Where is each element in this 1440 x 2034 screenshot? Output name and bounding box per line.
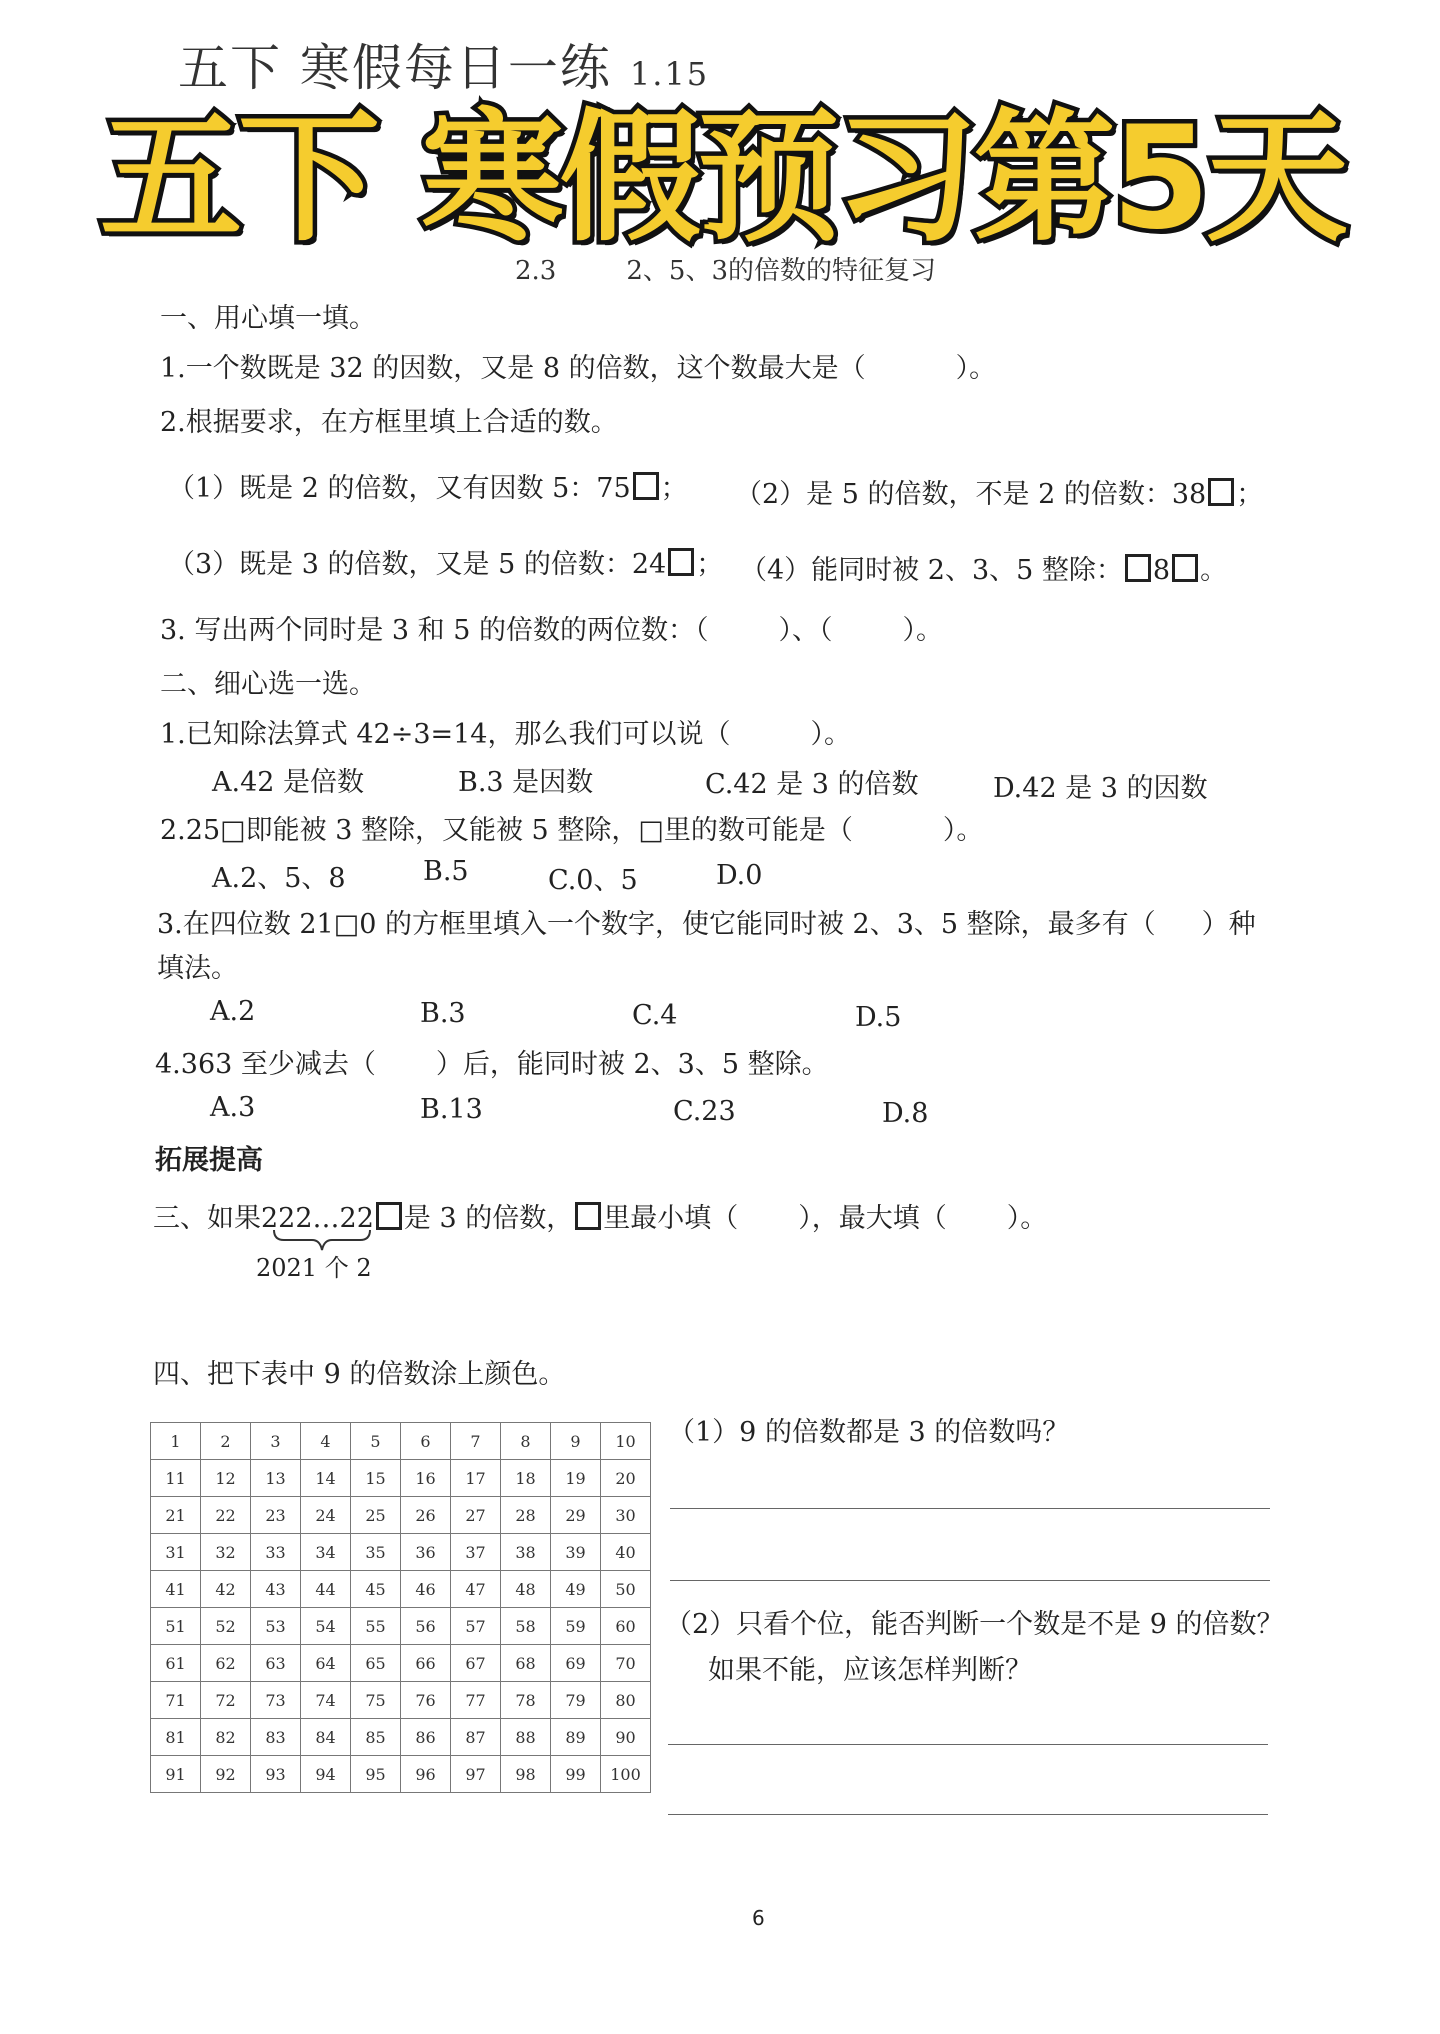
grid-cell[interactable]: 79 <box>551 1682 601 1719</box>
grid-cell[interactable]: 18 <box>501 1460 551 1497</box>
option: C.23 <box>673 1096 736 1127</box>
grid-cell[interactable]: 15 <box>351 1460 401 1497</box>
option: B.3 <box>420 998 466 1029</box>
grid-cell[interactable]: 51 <box>151 1608 201 1645</box>
grid-cell[interactable]: 11 <box>151 1460 201 1497</box>
grid-cell[interactable]: 65 <box>351 1645 401 1682</box>
grid-cell[interactable]: 77 <box>451 1682 501 1719</box>
grid-cell[interactable]: 34 <box>301 1534 351 1571</box>
q1-end: ）。 <box>810 719 851 750</box>
banner-title: 五下 寒假预习第5天 <box>100 96 1345 261</box>
option: A.42 是倍数 <box>212 767 365 798</box>
grid-cell[interactable]: 45 <box>351 1571 401 1608</box>
grid-cell[interactable]: 74 <box>301 1682 351 1719</box>
extension-heading: 拓展提高 <box>155 1145 263 1176</box>
grid-row <box>151 1756 651 1793</box>
grid-cell[interactable]: 64 <box>301 1645 351 1682</box>
grid-cell[interactable]: 100 <box>601 1756 651 1793</box>
grid-cell[interactable]: 91 <box>151 1756 201 1793</box>
q4-end: ）后，能同时被 2、3、5 整除。 <box>435 1049 829 1080</box>
answer-line[interactable] <box>670 1580 1270 1581</box>
grid-cell[interactable]: 4 <box>301 1423 351 1460</box>
grid-cell[interactable]: 73 <box>251 1682 301 1719</box>
grid-row <box>151 1608 651 1645</box>
option: D.5 <box>855 1002 902 1033</box>
option: C.42 是 3 的倍数 <box>705 769 919 800</box>
grid-cell[interactable]: 90 <box>601 1719 651 1756</box>
part2-question-2 <box>160 808 983 847</box>
grid-cell[interactable]: 17 <box>451 1460 501 1497</box>
part2-question-3-line2: 填法。 <box>157 953 238 984</box>
grid-cell[interactable]: 54 <box>301 1608 351 1645</box>
q2-4-text: （4）能同时被 2、3、5 整除： <box>740 555 1123 586</box>
grid-cell[interactable]: 87 <box>451 1719 501 1756</box>
grid-row <box>151 1571 651 1608</box>
grid-cell[interactable]: 5 <box>351 1423 401 1460</box>
grid-cell[interactable]: 78 <box>501 1682 551 1719</box>
fill-box[interactable] <box>1125 554 1151 582</box>
part1-heading: 一、用心填一填。 <box>160 303 376 334</box>
grid-cell[interactable]: 96 <box>401 1756 451 1793</box>
answer-line[interactable] <box>668 1814 1268 1815</box>
grid-cell[interactable]: 22 <box>201 1497 251 1534</box>
q3-text: 3. 写出两个同时是 3 和 5 的倍数的两位数：（ <box>160 615 709 646</box>
grid-cell[interactable]: 13 <box>251 1460 301 1497</box>
part1-q2-item-2 <box>735 472 1263 511</box>
grid-cell[interactable]: 23 <box>251 1497 301 1534</box>
grid-cell[interactable]: 72 <box>201 1682 251 1719</box>
part4-heading: 四、把下表中 9 的倍数涂上颜色。 <box>153 1359 566 1390</box>
grid-cell[interactable]: 38 <box>501 1534 551 1571</box>
grid-cell[interactable]: 12 <box>201 1460 251 1497</box>
grid-cell[interactable]: 71 <box>151 1682 201 1719</box>
grid-cell[interactable]: 40 <box>601 1534 651 1571</box>
number-grid <box>150 1422 651 1793</box>
ext-mid2: 里最小填（ <box>603 1203 739 1234</box>
q3-text: 3.在四位数 21□0 的方框里填入一个数字，使它能同时被 2、3、5 整除，最多有（ <box>157 909 1156 940</box>
ext-mid3: ），最大填（ <box>798 1203 947 1234</box>
part1-question-2: 2.根据要求，在方框里填上合适的数。 <box>160 407 618 438</box>
grid-cell[interactable]: 36 <box>401 1534 451 1571</box>
grid-cell[interactable]: 60 <box>601 1608 651 1645</box>
q1-end: ）。 <box>955 353 997 384</box>
grid-cell[interactable]: 3 <box>251 1423 301 1460</box>
part1-question-1 <box>160 346 996 385</box>
semicolon: ； <box>1236 479 1264 510</box>
grid-cell[interactable]: 2 <box>201 1423 251 1460</box>
fill-box[interactable] <box>376 1202 402 1230</box>
grid-cell[interactable]: 28 <box>501 1497 551 1534</box>
grid-cell[interactable]: 57 <box>451 1608 501 1645</box>
worksheet-small-title <box>178 28 709 100</box>
period: 。 <box>1200 555 1228 586</box>
grid-row <box>151 1497 651 1534</box>
option: D.0 <box>716 860 763 891</box>
grid-cell[interactable]: 62 <box>201 1645 251 1682</box>
grid-cell[interactable]: 24 <box>301 1497 351 1534</box>
option: C.0、5 <box>548 865 638 896</box>
worksheet-date: 1.15 <box>629 55 710 93</box>
answer-line[interactable] <box>668 1744 1268 1745</box>
grid-cell[interactable]: 82 <box>201 1719 251 1756</box>
grid-cell[interactable]: 43 <box>251 1571 301 1608</box>
grid-cell[interactable]: 66 <box>401 1645 451 1682</box>
grid-row <box>151 1645 651 1682</box>
q2-end: ）。 <box>942 815 984 846</box>
grid-cell[interactable]: 20 <box>601 1460 651 1497</box>
sub-title-text: 2、5、3的倍数的特征复习 <box>626 256 936 286</box>
grid-cell[interactable]: 25 <box>351 1497 401 1534</box>
grid-cell[interactable]: 6 <box>401 1423 451 1460</box>
sub-section-number: 2.3 <box>515 256 557 286</box>
brace-label: 2021 个 2 <box>256 1254 372 1282</box>
grid-cell[interactable]: 26 <box>401 1497 451 1534</box>
ext-mid: 是 3 的倍数， <box>403 1203 574 1234</box>
grid-cell[interactable]: 46 <box>401 1571 451 1608</box>
grid-cell[interactable]: 55 <box>351 1608 401 1645</box>
grid-cell[interactable]: 92 <box>201 1756 251 1793</box>
grid-cell[interactable]: 89 <box>551 1719 601 1756</box>
grid-cell[interactable]: 58 <box>501 1608 551 1645</box>
q3-end: ）种 <box>1201 909 1256 940</box>
grid-cell[interactable]: 44 <box>301 1571 351 1608</box>
grid-cell[interactable]: 61 <box>151 1645 201 1682</box>
grid-cell[interactable]: 97 <box>451 1756 501 1793</box>
grid-cell[interactable]: 9 <box>551 1423 601 1460</box>
q1-text: 1.已知除法算式 42÷3=14，那么我们可以说（ <box>160 719 731 750</box>
grid-cell[interactable]: 30 <box>601 1497 651 1534</box>
grid-cell[interactable]: 99 <box>551 1756 601 1793</box>
grid-cell[interactable]: 10 <box>601 1423 651 1460</box>
part2-heading: 二、细心选一选。 <box>160 669 376 700</box>
semicolon: ； <box>696 549 724 580</box>
grid-cell[interactable]: 68 <box>501 1645 551 1682</box>
option: A.3 <box>210 1092 256 1123</box>
grid-cell[interactable]: 48 <box>501 1571 551 1608</box>
option: B.13 <box>420 1094 483 1125</box>
option: A.2 <box>210 996 256 1027</box>
option: D.42 是 3 的因数 <box>993 773 1208 804</box>
grid-cell[interactable]: 95 <box>351 1756 401 1793</box>
ext-prefix: 三、如果 <box>153 1203 261 1234</box>
part4-question-2: （2）只看个位，能否判断一个数是不是 9 的倍数？ <box>665 1609 1284 1640</box>
grid-cell[interactable]: 1 <box>151 1423 201 1460</box>
grid-cell[interactable]: 32 <box>201 1534 251 1571</box>
grid-cell[interactable]: 63 <box>251 1645 301 1682</box>
grid-cell[interactable]: 31 <box>151 1534 201 1571</box>
grid-cell[interactable]: 47 <box>451 1571 501 1608</box>
grid-cell[interactable]: 67 <box>451 1645 501 1682</box>
grid-cell[interactable]: 16 <box>401 1460 451 1497</box>
grid-cell[interactable]: 37 <box>451 1534 501 1571</box>
q1-text: 1.一个数既是 32 的因数，又是 8 的倍数，这个数最大是（ <box>160 353 866 384</box>
part1-q2-item-1 <box>168 466 688 505</box>
ext-number: 222…22 <box>261 1203 374 1234</box>
small-title-text: 五下 寒假每日一练 <box>178 39 612 97</box>
grid-cell[interactable]: 76 <box>401 1682 451 1719</box>
semicolon: ； <box>660 473 688 504</box>
part2-question-3 <box>157 902 1256 941</box>
part4-question-1: （1）9 的倍数都是 3 的倍数吗？ <box>668 1417 1070 1448</box>
grid-cell[interactable]: 85 <box>351 1719 401 1756</box>
part1-question-3 <box>160 608 943 647</box>
grid-row <box>151 1719 651 1756</box>
grid-cell[interactable]: 88 <box>501 1719 551 1756</box>
grid-row <box>151 1460 651 1497</box>
grid-cell[interactable]: 42 <box>201 1571 251 1608</box>
q3-mid: ）、（ <box>778 615 833 646</box>
grid-cell[interactable]: 21 <box>151 1497 201 1534</box>
grid-cell[interactable]: 70 <box>601 1645 651 1682</box>
grid-cell[interactable]: 7 <box>451 1423 501 1460</box>
part1-q2-item-3 <box>168 542 723 581</box>
q2-2-text: （2）是 5 的倍数，不是 2 的倍数：38 <box>735 479 1207 510</box>
fill-box[interactable] <box>1208 478 1234 506</box>
fill-box[interactable] <box>575 1202 601 1230</box>
grid-cell[interactable]: 86 <box>401 1719 451 1756</box>
fill-box[interactable] <box>633 472 659 500</box>
grid-cell[interactable]: 50 <box>601 1571 651 1608</box>
grid-row <box>151 1534 651 1571</box>
grid-cell[interactable]: 29 <box>551 1497 601 1534</box>
page-number: 6 <box>752 1906 765 1930</box>
grid-row <box>151 1423 651 1460</box>
q2-3-text: （3）既是 3 的倍数，又是 5 的倍数：24 <box>168 549 667 580</box>
option: A.2、5、8 <box>212 863 346 894</box>
option: B.5 <box>423 856 469 887</box>
grid-cell[interactable]: 84 <box>301 1719 351 1756</box>
grid-cell[interactable]: 19 <box>551 1460 601 1497</box>
grid-cell[interactable]: 39 <box>551 1534 601 1571</box>
grid-cell[interactable]: 69 <box>551 1645 601 1682</box>
grid-cell[interactable]: 52 <box>201 1608 251 1645</box>
grid-cell[interactable]: 35 <box>351 1534 401 1571</box>
q2-1-text: （1）既是 2 的倍数，又有因数 5：75 <box>168 473 631 504</box>
grid-cell[interactable]: 8 <box>501 1423 551 1460</box>
part2-question-4 <box>155 1042 829 1081</box>
grid-cell[interactable]: 83 <box>251 1719 301 1756</box>
q2-4-mid: 8 <box>1152 555 1171 586</box>
grid-cell[interactable]: 53 <box>251 1608 301 1645</box>
option: C.4 <box>632 1000 678 1031</box>
fill-box[interactable] <box>1172 554 1198 582</box>
grid-cell[interactable]: 75 <box>351 1682 401 1719</box>
ext-end: ）。 <box>1006 1203 1048 1234</box>
part1-q2-item-4 <box>740 548 1227 587</box>
grid-cell[interactable]: 49 <box>551 1571 601 1608</box>
option: D.8 <box>882 1098 929 1129</box>
q4-text: 4.363 至少减去（ <box>155 1049 376 1080</box>
grid-cell[interactable]: 93 <box>251 1756 301 1793</box>
grid-cell[interactable]: 59 <box>551 1608 601 1645</box>
grid-cell[interactable]: 94 <box>301 1756 351 1793</box>
grid-cell[interactable]: 41 <box>151 1571 201 1608</box>
grid-cell[interactable]: 33 <box>251 1534 301 1571</box>
grid-cell[interactable]: 14 <box>301 1460 351 1497</box>
grid-cell[interactable]: 98 <box>501 1756 551 1793</box>
part4-question-2-line2: 如果不能，应该怎样判断？ <box>708 1655 1032 1686</box>
grid-cell[interactable]: 27 <box>451 1497 501 1534</box>
option: B.3 是因数 <box>458 767 594 798</box>
grid-cell[interactable]: 56 <box>401 1608 451 1645</box>
grid-cell[interactable]: 80 <box>601 1682 651 1719</box>
grid-cell[interactable]: 81 <box>151 1719 201 1756</box>
q3-end: ）。 <box>902 615 944 646</box>
part2-question-1 <box>160 712 851 751</box>
grid-row <box>151 1682 651 1719</box>
fill-box[interactable] <box>668 548 694 576</box>
answer-line[interactable] <box>670 1508 1270 1509</box>
q2-text: 2.25□即能被 3 整除，又能被 5 整除，□里的数可能是（ <box>160 815 853 846</box>
